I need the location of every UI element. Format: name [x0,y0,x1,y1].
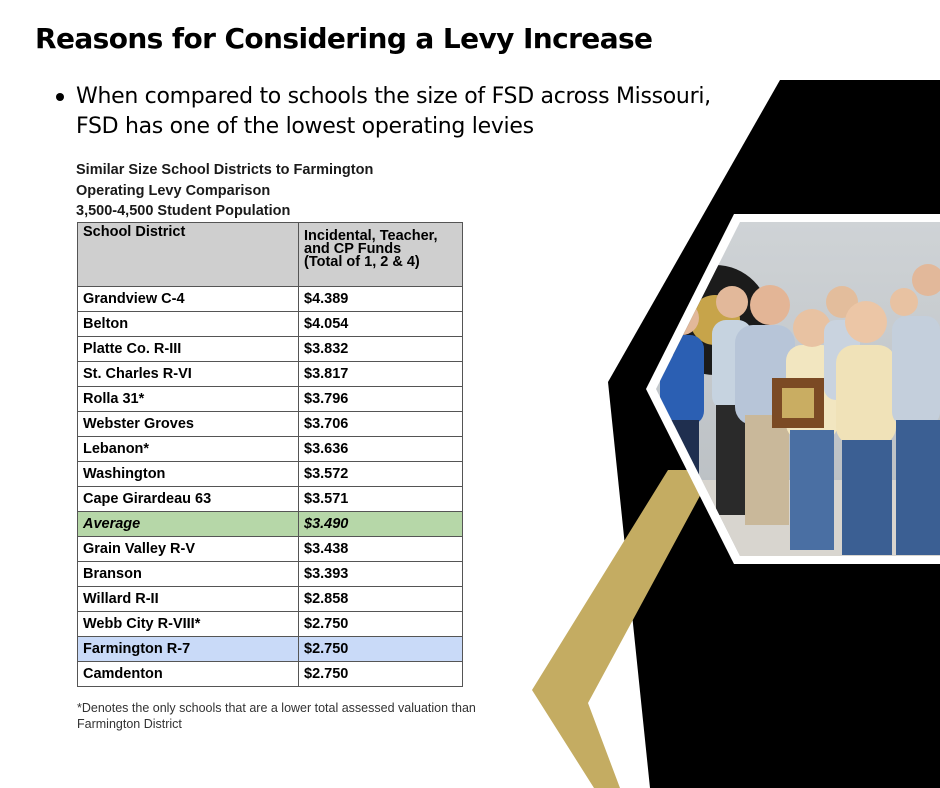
table-row [78,462,463,487]
levy-value-cell: $2.750 [299,612,463,637]
levy-value-cell: $3.832 [299,337,463,362]
caption-line-2: Operating Levy Comparison [76,182,271,199]
levy-value-cell: $3.706 [299,412,463,437]
levy-value-cell: $3.571 [299,487,463,512]
district-name-cell: Platte Co. R-III [78,337,299,362]
table-row [78,312,463,337]
bullet-dot-icon [56,93,64,101]
header-funds-line-3: (Total of 1, 2 & 4) [304,254,420,270]
district-name-cell: Lebanon* [78,437,299,462]
district-name-cell: Webster Groves [78,412,299,437]
district-name-cell: St. Charles R-VI [78,362,299,387]
header-funds-line-2: and CP Funds [304,241,402,257]
levy-value-cell: $2.750 [299,662,463,687]
table-caption [76,160,373,222]
levy-value-cell: $3.490 [299,512,463,537]
district-name-cell: Branson [78,562,299,587]
table-footnote: *Denotes the only schools that are a lower total assessed valuation than Farmington District [77,701,476,731]
header-funds [299,223,463,287]
levy-value-cell: $3.572 [299,462,463,487]
district-name-cell: Cape Girardeau 63 [78,487,299,512]
table-row [78,637,463,662]
table-row [78,612,463,637]
bullet-point [56,82,736,142]
table-row [78,412,463,437]
bullet-text: When compared to schools the size of FSD across Missouri, FSD has one of the lowest operating levies [76,84,711,139]
district-name-cell: Webb City R-VIII* [78,612,299,637]
header-school-district: School District [78,223,299,287]
levy-value-cell: $3.796 [299,387,463,412]
table-row [78,387,463,412]
levy-value-cell: $2.750 [299,637,463,662]
district-name-cell: Rolla 31* [78,387,299,412]
table-row [78,287,463,312]
table-row [78,362,463,387]
caption-line-1: Similar Size School Districts to Farmington [76,162,374,178]
caption-line-3: 3,500-4,500 Student Population [76,203,291,219]
district-name-cell: Grandview C-4 [78,287,299,312]
levy-value-cell: $3.393 [299,562,463,587]
levy-value-cell: $3.817 [299,362,463,387]
district-name-cell: Washington [78,462,299,487]
header-funds-line-1: Incidental, Teacher, [304,228,438,244]
table-row [78,562,463,587]
district-name-cell: Belton [78,312,299,337]
table-row [78,437,463,462]
levy-value-cell: $2.858 [299,587,463,612]
table-row [78,587,463,612]
district-name-cell: Grain Valley R-V [78,537,299,562]
table-row [78,337,463,362]
levy-value-cell: $4.054 [299,312,463,337]
slide-title: Reasons for Considering a Levy Increase [35,22,653,55]
district-name-cell: Willard R-II [78,587,299,612]
table-row [78,662,463,687]
table-row [78,512,463,537]
district-name-cell: Camdenton [78,662,299,687]
table-row [78,537,463,562]
levy-comparison-table [77,222,463,687]
levy-value-cell: $4.389 [299,287,463,312]
district-name-cell: Average [78,512,299,537]
table-body [78,287,463,687]
levy-value-cell: $3.438 [299,537,463,562]
table-header-row [78,223,463,287]
levy-value-cell: $3.636 [299,437,463,462]
district-name-cell: Farmington R-7 [78,637,299,662]
table-row [78,487,463,512]
